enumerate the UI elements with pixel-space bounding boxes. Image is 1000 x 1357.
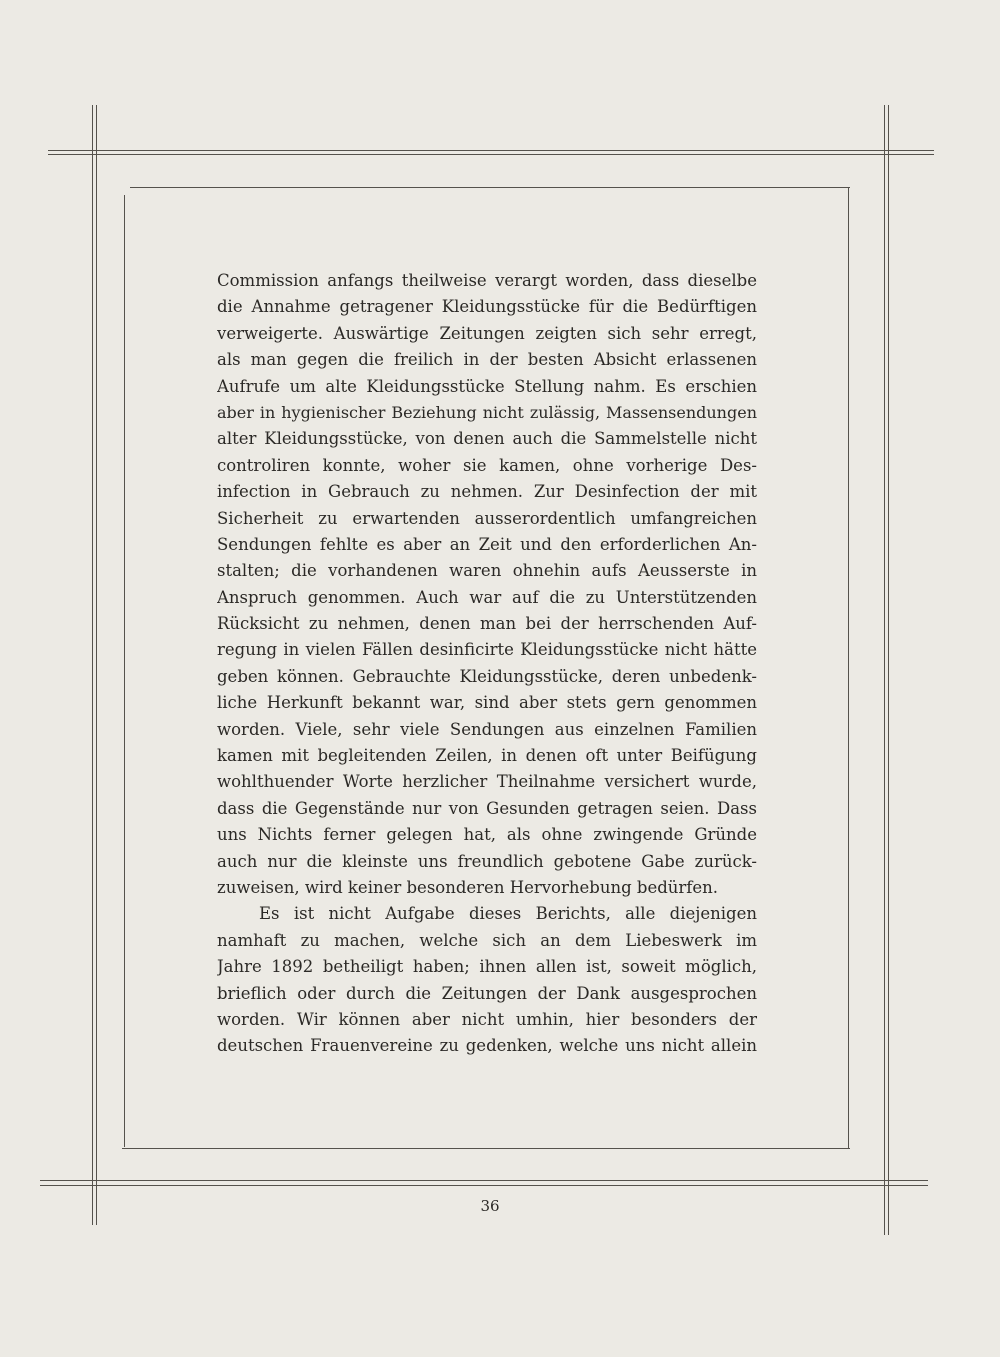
text-line: aber in hygienischer Beziehung nicht zulässig, Massensendungen [217,402,757,422]
text-line: auch nur die kleinste uns freundlich gebotene Gabe zurück- [217,851,757,871]
text-line: als man gegen die freilich in der besten Absicht erlassenen [217,350,757,370]
text-line: deutschen Frauenvereine zu gedenken, welche uns nicht allein [217,1036,757,1056]
inner-frame-top [130,187,850,188]
text-line: Anspruch genommen. Auch war auf die zu Unterstützenden [217,587,757,607]
right-rule [884,105,885,1235]
text-line: brieflich oder durch die Zeitungen der Dank ausgesprochen [217,983,757,1003]
bottom-rule [40,1180,928,1181]
inner-frame-left [124,195,125,1147]
paragraph-2 [217,901,757,1059]
text-line: Aufrufe um alte Kleidungsstücke Stellung nahm. Es erschien [217,376,757,396]
text-line: controliren konnte, woher sie kamen, ohne vorherige Des- [217,455,757,475]
inner-frame-right [848,187,849,1149]
text-line: uns Nichts ferner gelegen hat, als ohne zwingende Gründe [217,825,757,845]
left-rule-inner [96,105,97,1225]
text-line: Jahre 1892 betheiligt haben; ihnen allen ist, soweit möglich, [217,957,757,977]
text-line: Es ist nicht Aufgabe dieses Berichts, alle diejenigen [259,904,757,924]
text-line: regung in vielen Fällen desinficirte Kleidungsstücke nicht hätte [217,640,757,660]
top-rule [48,150,934,151]
text-line: Commission anfangs theilweise verargt worden, dass dieselbe [217,271,757,290]
text-line: geben können. Gebrauchte Kleidungsstücke, deren unbedenk- [217,666,757,686]
text-line: worden. Wir können aber nicht umhin, hier besonders der [217,1009,757,1029]
text-line: verweigerte. Auswärtige Zeitungen zeigten sich sehr erregt, [217,323,757,343]
text-line: infection in Gebrauch zu nehmen. Zur Desinfection der mit [217,482,757,502]
text-line: zuweisen, wird keiner besonderen Hervorhebung bedürfen. [217,877,719,897]
inner-frame-bottom [122,1148,850,1149]
text-line: Sicherheit zu erwartenden ausserordentlich umfangreichen [217,508,757,528]
paragraph-1 [217,268,757,901]
left-rule [92,105,93,1225]
text-line: stalten; die vorhandenen waren ohnehin aufs Aeusserste in [217,561,757,581]
text-line: Rücksicht zu nehmen, denen man bei der herrschenden Auf- [217,614,757,634]
text-line: liche Herkunft bekannt war, sind aber stets gern genommen [217,693,757,713]
top-rule-inner [48,154,934,155]
text-line: dass die Gegenstände nur von Gesunden getragen seien. Dass [217,798,757,818]
text-line: namhaft zu machen, welche sich an dem Liebeswerk im [217,930,757,950]
right-rule-inner [888,105,889,1235]
body-text [217,268,757,1060]
text-line: worden. Viele, sehr viele Sendungen aus einzelnen Familien [217,719,757,739]
text-line: kamen mit begleitenden Zeilen, in denen oft unter Beifügung [217,746,757,766]
text-line: Sendungen fehlte es aber an Zeit und den erforderlichen An- [217,534,757,554]
bottom-rule-inner [40,1185,928,1186]
text-line: die Annahme getragener Kleidungsstücke für die Bedürftigen [217,297,757,317]
text-line: alter Kleidungsstücke, von denen auch die Sammelstelle nicht [217,429,757,449]
page-number: 36 [480,1197,500,1215]
text-line: wohlthuender Worte herzlicher Theilnahme versichert wurde, [217,772,757,792]
